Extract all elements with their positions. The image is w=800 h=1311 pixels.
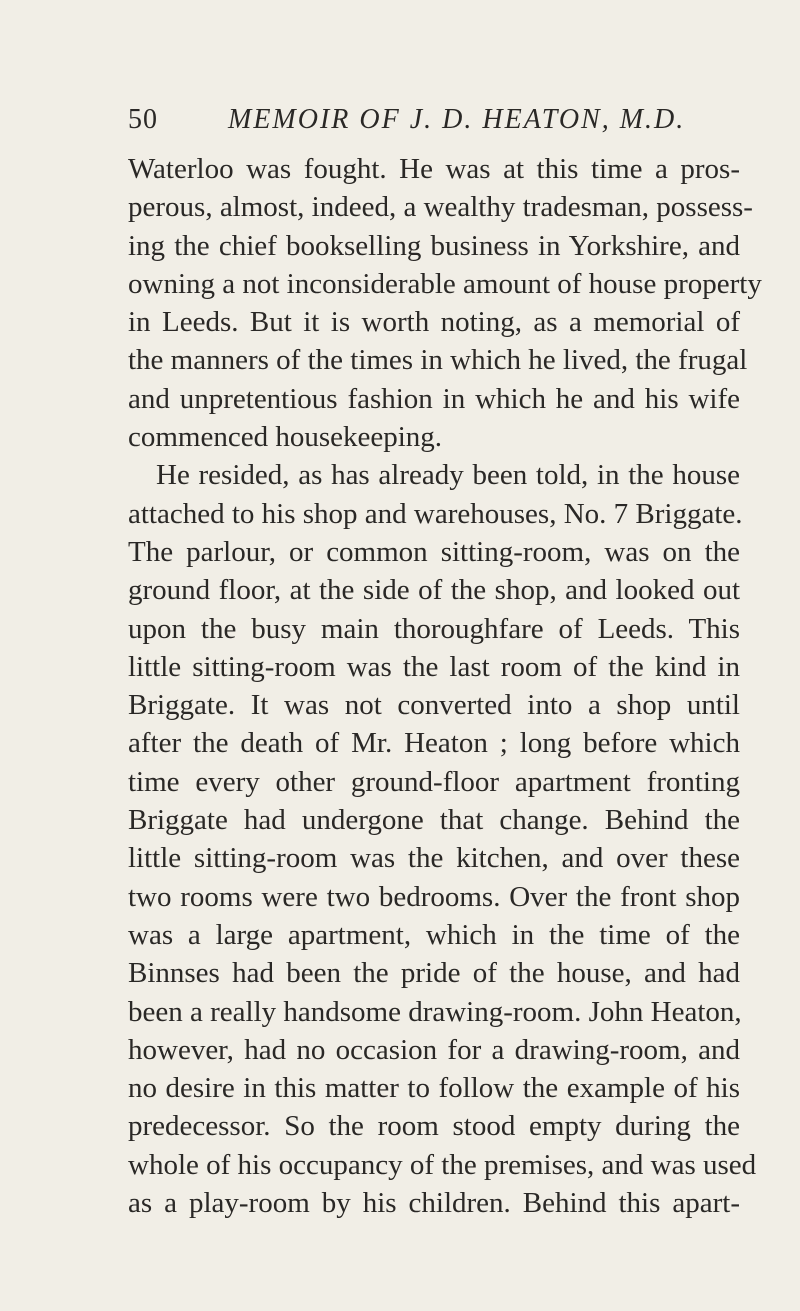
text-line: ground floor, at the side of the shop, and looked out <box>128 574 740 607</box>
running-head <box>128 100 728 140</box>
page-number: 50 <box>128 104 158 135</box>
text-line: commenced housekeeping. <box>128 421 443 454</box>
text-line: owning a not inconsiderable amount of house property <box>128 267 762 300</box>
text-line: He resided, as has already been told, in the house <box>156 459 740 492</box>
text-line: in Leeds. But it is worth noting, as a memorial of <box>128 306 740 339</box>
text-line: as a play-room by his children. Behind this apart- <box>128 1187 740 1220</box>
text-line: predecessor. So the room stood empty during the <box>128 1110 740 1143</box>
text-line: Waterloo was fought. He was at this time a pros- <box>128 153 740 185</box>
text-line: attached to his shop and warehouses, No. 7 Briggate. <box>128 497 743 530</box>
text-line: Briggate had undergone that change. Behind the <box>128 804 740 837</box>
text-line: the manners of the times in which he lived, the frugal <box>128 344 748 377</box>
text-line: Binnses had been the pride of the house, and had <box>128 957 740 990</box>
text-line: Briggate. It was not converted into a shop until <box>128 689 740 722</box>
text-line: after the death of Mr. Heaton ; long before which <box>128 727 740 760</box>
text-line: was a large apartment, which in the time of the <box>128 918 740 951</box>
text-line: The parlour, or common sitting-room, was on the <box>128 535 740 568</box>
text-line: no desire in this matter to follow the example of his <box>128 1072 740 1105</box>
text-line: upon the busy main thoroughfare of Leeds. This <box>128 612 740 645</box>
text-line: and unpretentious fashion in which he and his wife <box>128 382 740 415</box>
text-line: little sitting-room was the kitchen, and over these <box>128 842 740 875</box>
text-line: however, had no occasion for a drawing-room, and <box>128 1033 740 1066</box>
text-line: ing the chief bookselling business in Yorkshire, and <box>128 229 740 262</box>
text-line: time every other ground-floor apartment fronting <box>128 765 740 798</box>
running-title: MEMOIR OF J. D. HEATON, M.D. <box>228 104 686 135</box>
text-line: whole of his occupancy of the premises, and was used <box>128 1148 757 1181</box>
text-line: perous, almost, indeed, a wealthy tradesman, possess- <box>128 191 753 224</box>
text-line: two rooms were two bedrooms. Over the front shop <box>128 880 740 913</box>
text-line: little sitting-room was the last room of the kind in <box>128 650 740 683</box>
text-line: been a really handsome drawing-room. John Heaton, <box>128 995 742 1028</box>
body-text <box>128 150 762 1222</box>
